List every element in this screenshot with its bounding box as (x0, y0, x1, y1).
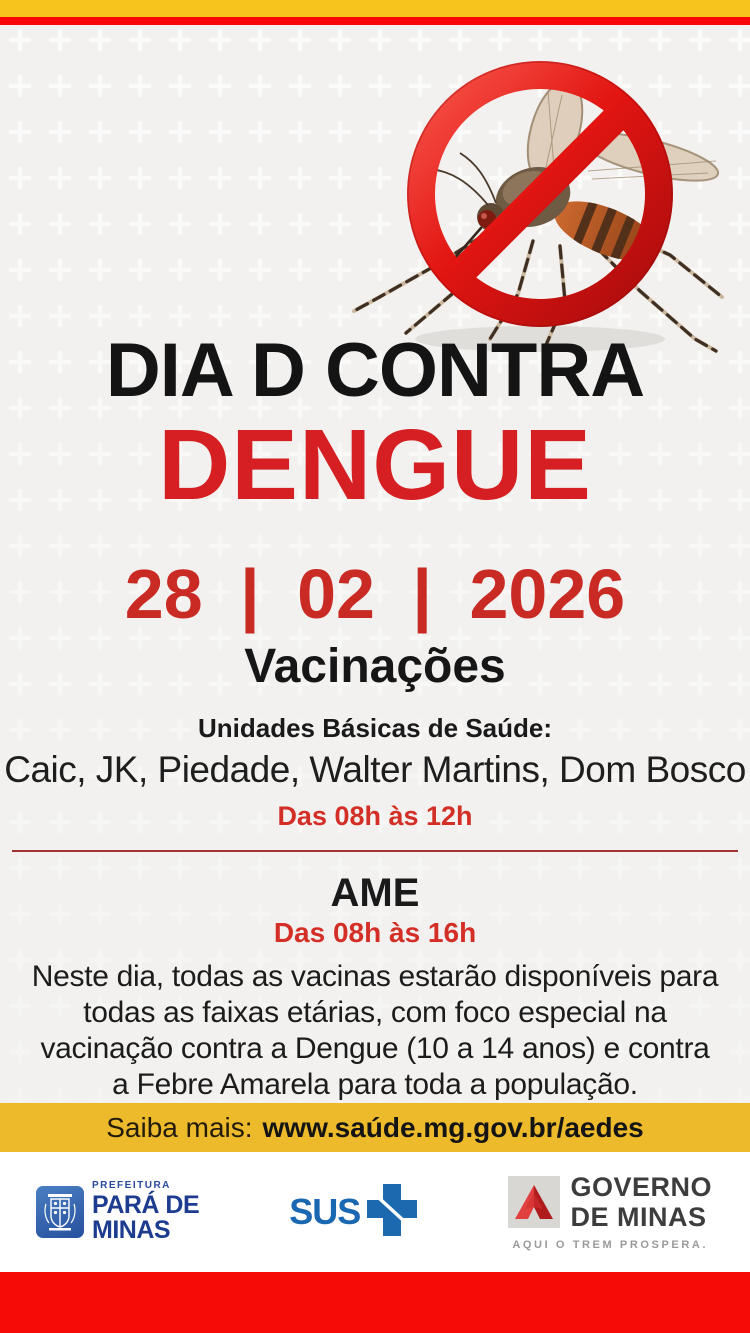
event-description: Neste dia, todas as vacinas estarão disponíveis para todas as faixas etárias, com foco especial na vacinação contra a Dengue (10 a 14 anos) e contra a Febre Amarela para toda a população. (31, 960, 719, 1101)
prefeitura-logo-text (92, 1181, 199, 1243)
poster-title-line2: DENGUE (158, 409, 592, 521)
prefeitura-name-line2: MINAS (92, 1216, 171, 1244)
no-mosquito-icon (348, 39, 728, 369)
governo-name-line2: DE MINAS (570, 1201, 707, 1232)
prefeitura-para-de-minas-logo (36, 1181, 199, 1243)
vaccination-hours: Das 08h às 12h (277, 801, 473, 831)
ame-hours: Das 08h às 16h (273, 917, 477, 948)
vaccination-subheading: Unidades Básicas de Saúde: (197, 713, 553, 743)
event-date: 28 | 02 | 2026 (124, 555, 626, 633)
poster-body (0, 25, 750, 1103)
poster-title-line1: DIA D CONTRA (105, 328, 645, 413)
prefeitura-name-line1: PARÁ DE (92, 1191, 200, 1219)
info-bar (0, 1103, 750, 1152)
bottom-red-stripe (0, 1272, 750, 1333)
section-divider (12, 850, 738, 852)
sus-logo (289, 1183, 418, 1242)
minas-triangle-icon (508, 1176, 560, 1228)
governo-tagline: AQUI O TREM PROSPERA. (512, 1238, 709, 1251)
ame-heading: AME (330, 871, 420, 915)
sus-label: SUS (289, 1191, 361, 1232)
prefeitura-label: PREFEITURA (92, 1180, 171, 1191)
governo-de-minas-logo (508, 1171, 712, 1251)
footer-logos (0, 1152, 750, 1272)
top-red-stripe (0, 17, 750, 25)
prefeitura-crest-icon (36, 1186, 84, 1238)
vaccination-heading: Vacinações (244, 640, 506, 693)
governo-name-line1: GOVERNO (570, 1171, 712, 1202)
top-yellow-stripe (0, 0, 750, 17)
governo-logo-text (570, 1171, 712, 1232)
info-bar-url: www.saúde.mg.gov.br/aedes (262, 1111, 644, 1143)
vaccination-locations: Caic, JK, Piedade, Walter Martins, Dom Bosco (4, 749, 746, 790)
info-bar-label: Saiba mais: (106, 1111, 253, 1143)
sus-cross-icon (366, 1183, 418, 1242)
prohibition-ring (408, 62, 672, 326)
